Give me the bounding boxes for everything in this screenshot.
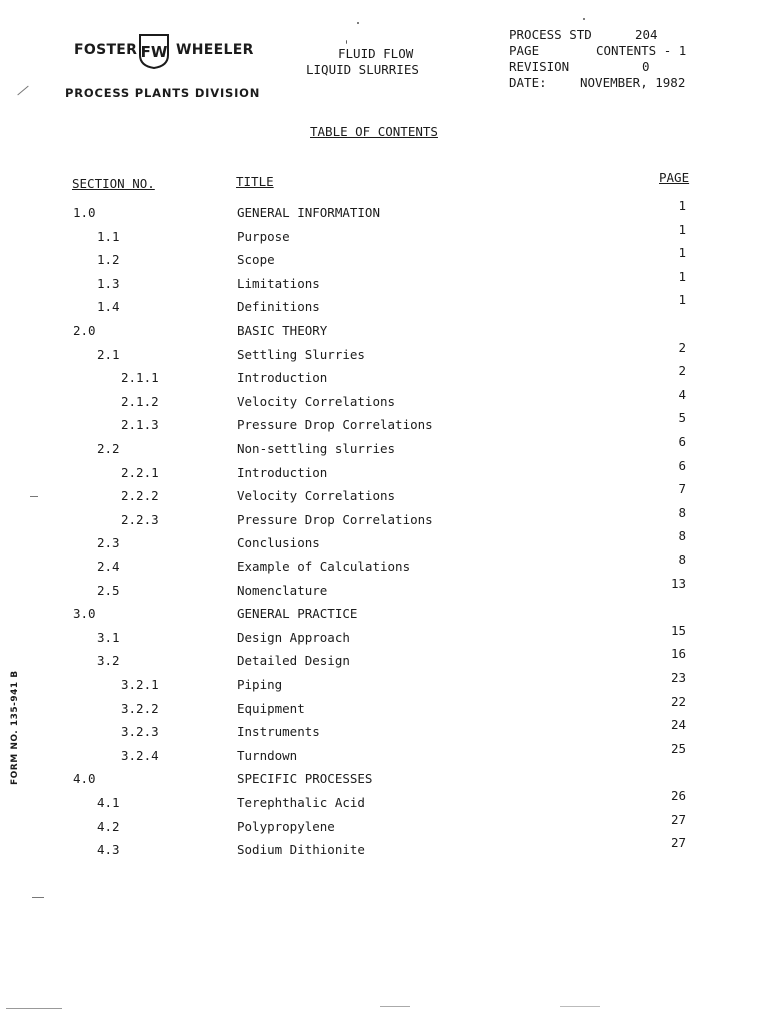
toc-page-number: 6: [678, 458, 686, 473]
toc-entry-title: Non-settling slurries: [237, 441, 396, 456]
toc-section-number: 3.2.3: [121, 724, 159, 739]
toc-title: TABLE OF CONTENTS: [310, 124, 438, 139]
toc-section-number: 2.0: [73, 323, 96, 338]
scan-speck: [357, 22, 359, 24]
toc-page-number: 27: [670, 835, 686, 850]
brand-wheeler: WHEELER: [176, 42, 254, 58]
toc-section-number: 4.0: [73, 771, 96, 786]
toc-page-number: 5: [678, 410, 686, 425]
toc-page-number: 4: [678, 387, 686, 402]
toc-entry-title: Purpose: [237, 229, 290, 244]
toc-entry-title: Introduction: [237, 370, 328, 385]
toc-section-number: 1.1: [97, 229, 120, 244]
form-number: FORM NO. 135-941 B: [10, 670, 20, 785]
toc-section-number: 1.0: [73, 205, 96, 220]
toc-section-number: 2.1: [97, 347, 120, 362]
scan-speck: [583, 18, 585, 20]
toc-page-number: 15: [670, 623, 686, 638]
col-section-heading: SECTION NO.: [72, 176, 155, 191]
toc-entry-title: SPECIFIC PROCESSES: [237, 771, 373, 786]
scan-mark: [30, 496, 38, 497]
toc-section-number: 3.2.4: [121, 748, 159, 763]
toc-section-number: 1.2: [97, 252, 120, 267]
col-title-heading: TITLE: [236, 174, 274, 189]
toc-page-number: 1: [678, 292, 686, 307]
toc-entry-title: GENERAL INFORMATION: [237, 205, 380, 220]
toc-entry-title: Polypropylene: [237, 819, 335, 834]
toc-page-number: 8: [678, 505, 686, 520]
toc-section-number: 2.1.3: [121, 417, 159, 432]
process-std-label: PROCESS STD: [509, 27, 592, 42]
toc-page-number: 8: [678, 528, 686, 543]
toc-section-number: 2.2: [97, 441, 120, 456]
toc-entry-title: Instruments: [237, 724, 320, 739]
toc-entry-title: BASIC THEORY: [237, 323, 328, 338]
toc-entry-title: Limitations: [237, 276, 320, 291]
toc-page-number: 1: [678, 198, 686, 213]
toc-entry-title: Scope: [237, 252, 275, 267]
toc-section-number: 2.2.3: [121, 512, 159, 527]
toc-entry-title: Sodium Dithionite: [237, 842, 365, 857]
toc-entry-title: Conclusions: [237, 535, 320, 550]
toc-page-number: 26: [670, 788, 686, 803]
toc-section-number: 2.1.1: [121, 370, 159, 385]
toc-entry-title: Introduction: [237, 465, 328, 480]
process-std-value: 204: [635, 27, 658, 42]
doc-title-line1: FLUID FLOW: [338, 46, 414, 61]
revision-value: 0: [642, 59, 650, 74]
toc-page-number: 2: [678, 340, 686, 355]
scan-speck: [346, 40, 347, 44]
scan-mark: [32, 897, 44, 898]
toc-entry-title: GENERAL PRACTICE: [237, 606, 358, 621]
brand-foster: FOSTER: [74, 42, 138, 58]
col-page-heading: PAGE: [659, 170, 690, 185]
toc-page-number: 16: [670, 646, 686, 661]
division-name: PROCESS PLANTS DIVISION: [65, 86, 261, 100]
toc-page-number: 27: [670, 812, 686, 827]
toc-entry-title: Velocity Correlations: [237, 394, 396, 409]
page-label: PAGE: [509, 43, 540, 58]
toc-section-number: 2.3: [97, 535, 120, 550]
toc-page-number: 8: [678, 552, 686, 567]
scan-mark: [6, 1008, 62, 1009]
toc-page-number: 1: [678, 222, 686, 237]
toc-page-number: 2: [678, 363, 686, 378]
toc-section-number: 3.1: [97, 630, 120, 645]
toc-page-number: 25: [670, 741, 686, 756]
date-value: NOVEMBER, 1982: [580, 75, 686, 90]
toc-entry-title: Example of Calculations: [237, 559, 411, 574]
toc-entry-title: Nomenclature: [237, 583, 328, 598]
toc-section-number: 3.2.1: [121, 677, 159, 692]
scan-mark: [380, 1006, 410, 1007]
scan-mark: [17, 86, 28, 96]
toc-section-number: 1.3: [97, 276, 120, 291]
toc-entry-title: Piping: [237, 677, 283, 692]
toc-section-number: 4.3: [97, 842, 120, 857]
toc-entry-title: Pressure Drop Correlations: [237, 417, 433, 432]
toc-entry-title: Velocity Correlations: [237, 488, 396, 503]
toc-page-number: 22: [670, 694, 686, 709]
page-value: CONTENTS - 1: [596, 43, 687, 58]
revision-label: REVISION: [509, 59, 570, 74]
toc-entry-title: Design Approach: [237, 630, 350, 645]
toc-entry-title: Pressure Drop Correlations: [237, 512, 433, 527]
toc-page-number: 23: [670, 670, 686, 685]
toc-entry-title: Detailed Design: [237, 653, 350, 668]
logo-letters: FW: [140, 43, 168, 61]
toc-section-number: 1.4: [97, 299, 120, 314]
toc-section-number: 2.4: [97, 559, 120, 574]
toc-entry-title: Equipment: [237, 701, 305, 716]
toc-section-number: 3.0: [73, 606, 96, 621]
toc-page-number: 7: [678, 481, 686, 496]
toc-entry-title: Settling Slurries: [237, 347, 365, 362]
date-label: DATE:: [509, 75, 547, 90]
toc-entry-title: Terephthalic Acid: [237, 795, 365, 810]
toc-page-number: 6: [678, 434, 686, 449]
scan-mark: [560, 1006, 600, 1007]
toc-entry-title: Definitions: [237, 299, 320, 314]
toc-page-number: 13: [670, 576, 686, 591]
doc-title-line2: LIQUID SLURRIES: [306, 62, 419, 77]
toc-section-number: 2.2.1: [121, 465, 159, 480]
toc-section-number: 2.5: [97, 583, 120, 598]
toc-entry-title: Turndown: [237, 748, 298, 763]
toc-page-number: 1: [678, 269, 686, 284]
toc-section-number: 3.2.2: [121, 701, 159, 716]
toc-section-number: 3.2: [97, 653, 120, 668]
foster-wheeler-logo: [137, 33, 171, 69]
toc-section-number: 4.1: [97, 795, 120, 810]
toc-section-number: 2.1.2: [121, 394, 159, 409]
toc-section-number: 2.2.2: [121, 488, 159, 503]
toc-page-number: 1: [678, 245, 686, 260]
toc-page-number: 24: [670, 717, 686, 732]
toc-section-number: 4.2: [97, 819, 120, 834]
